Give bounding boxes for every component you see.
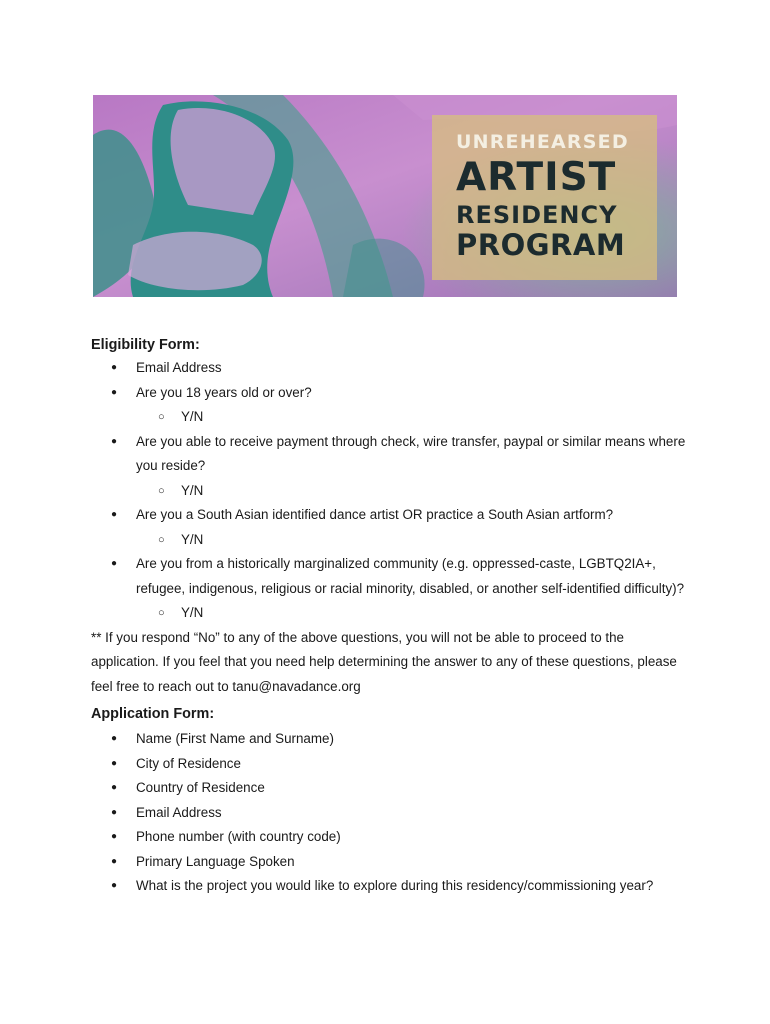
banner-title-line-4: PROGRAM: [456, 228, 626, 262]
banner-title-line-1: UNREHEARSED: [456, 131, 629, 153]
banner-image: [93, 95, 677, 297]
sub-list-item: ○ Y/N: [136, 405, 691, 430]
list-item: ● What is the project you would like to explore during this residency/commissioning year?: [91, 874, 691, 899]
list-item: ● City of Residence: [91, 752, 691, 777]
list-item: ● Email Address: [91, 801, 691, 826]
sub-list: [136, 479, 691, 504]
list-item: [91, 381, 691, 430]
eligibility-list: [91, 356, 691, 626]
banner-title-box: [432, 115, 657, 280]
list-item-text: Are you a South Asian identified dance artist OR practice a South Asian artform?: [136, 507, 614, 522]
sub-list-item: ○ Y/N: [136, 479, 691, 504]
sub-list-item: ○ Y/N: [136, 601, 691, 626]
sub-list: [136, 528, 691, 553]
sub-list-item: ○ Y/N: [136, 528, 691, 553]
list-item-text: Are you from a historically marginalized community (e.g. oppressed-caste, LGBTQ2IA+, refugee, indigenous, religious or racial minority, disabled, or another self-identified difficulty)?: [136, 556, 685, 596]
list-item-text: Are you able to receive payment through check, wire transfer, paypal or similar means where you reside?: [136, 433, 686, 473]
list-item: ● Country of Residence: [91, 776, 691, 801]
list-item-text: Email Address: [136, 360, 222, 375]
list-item: [91, 503, 691, 552]
list-item: ● Name (First Name and Surname): [91, 727, 691, 752]
sub-list: [136, 601, 691, 626]
application-list: [91, 727, 691, 899]
banner-title-line-2: ARTIST: [456, 155, 617, 200]
document-body: [91, 334, 691, 899]
list-item-text: Are you 18 years old or over?: [136, 384, 312, 400]
eligibility-heading: Eligibility Form:: [91, 337, 200, 353]
application-heading: Application Form:: [91, 706, 215, 722]
eligibility-note: ** If you respond “No” to any of the above questions, you will not be able to proceed to the application. If you feel that you need help determining the answer to any of these questions, please feel free to reach out to tanu@navadance.org: [91, 629, 677, 694]
list-item: [91, 356, 691, 381]
list-item: [91, 552, 691, 626]
sub-list: [136, 405, 691, 430]
list-item: [91, 430, 691, 504]
list-item: ● Primary Language Spoken: [91, 850, 691, 875]
list-item: ● Phone number (with country code): [91, 825, 691, 850]
banner-title-line-3: RESIDENCY: [456, 201, 618, 229]
